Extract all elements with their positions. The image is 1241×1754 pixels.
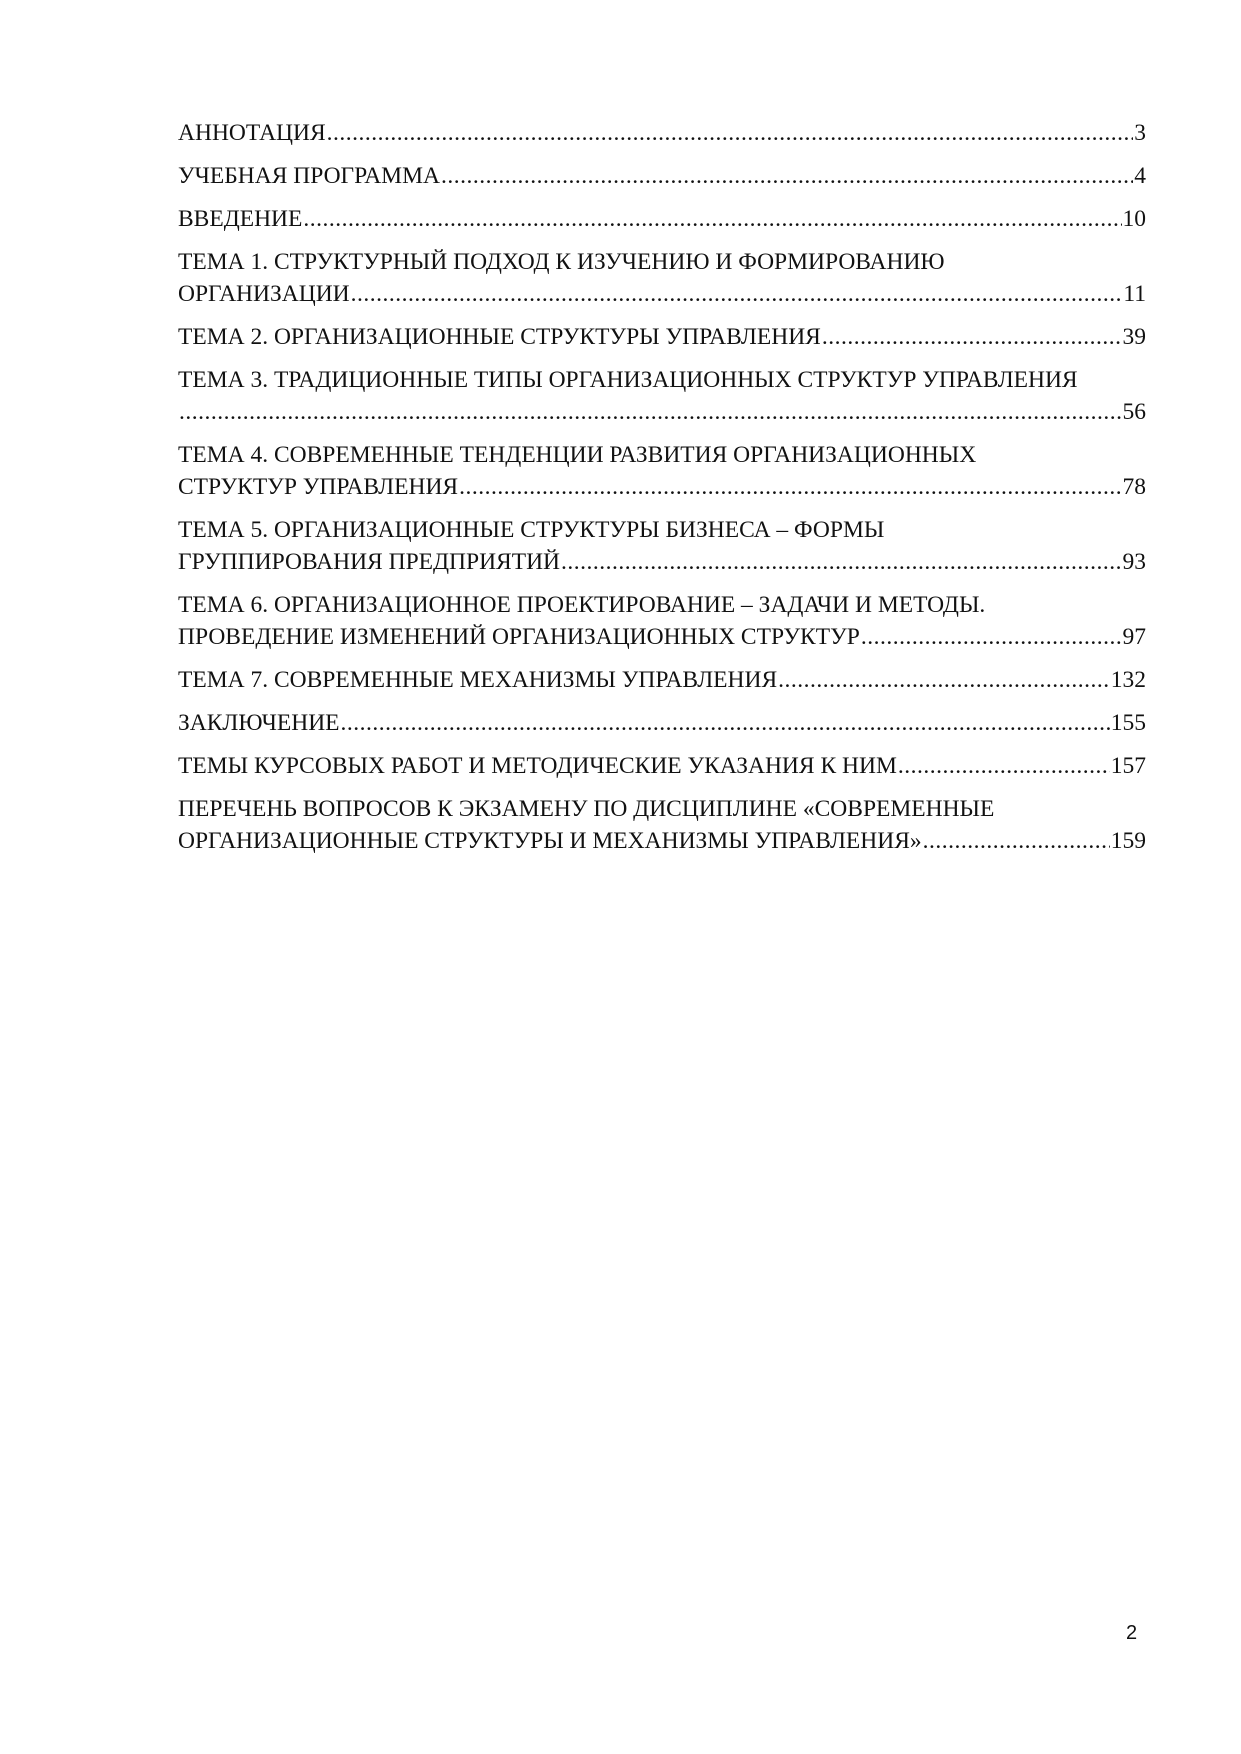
dot-leader xyxy=(341,707,1110,739)
dot-leader xyxy=(303,203,1121,235)
toc-entry-line xyxy=(178,321,1146,353)
toc-page-number: 155 xyxy=(1110,710,1146,736)
toc-entry-title: ТЕМА 6. ОРГАНИЗАЦИОННОЕ ПРОЕКТИРОВАНИЕ – ЗАДАЧИ И МЕТОДЫ. xyxy=(178,592,986,618)
dot-leader xyxy=(822,321,1122,353)
toc-page-number: 157 xyxy=(1110,753,1146,779)
toc-entry[interactable] xyxy=(178,203,1146,235)
toc-entry-title: ОРГАНИЗАЦИОННЫЕ СТРУКТУРЫ И МЕХАНИЗМЫ УПРАВЛЕНИЯ» xyxy=(178,828,922,854)
toc-entry[interactable] xyxy=(178,439,1146,503)
toc-entry-title: ВВЕДЕНИЕ xyxy=(178,206,303,232)
toc-entry[interactable] xyxy=(178,664,1146,696)
toc-entry-line xyxy=(178,160,1146,192)
toc-entry-line xyxy=(178,396,1146,428)
toc-entry[interactable] xyxy=(178,750,1146,782)
toc-entry-title: ТЕМА 5. ОРГАНИЗАЦИОННЫЕ СТРУКТУРЫ БИЗНЕСА – ФОРМЫ xyxy=(178,517,885,543)
toc-entry-title: ТЕМЫ КУРСОВЫХ РАБОТ И МЕТОДИЧЕСКИЕ УКАЗАНИЯ К НИМ xyxy=(178,753,897,779)
toc-entry-line xyxy=(178,707,1146,739)
toc-entry[interactable] xyxy=(178,707,1146,739)
dot-leader xyxy=(179,396,1122,428)
toc-entry-title: ПРОВЕДЕНИЕ ИЗМЕНЕНИЙ ОРГАНИЗАЦИОННЫХ СТРУКТУР xyxy=(178,624,860,650)
toc-entry-title: УЧЕБНАЯ ПРОГРАММА xyxy=(178,163,440,189)
toc-page-number: 3 xyxy=(1134,120,1146,146)
toc-page-number: 11 xyxy=(1123,281,1146,307)
toc-entry[interactable] xyxy=(178,117,1146,149)
toc-entry[interactable] xyxy=(178,321,1146,353)
toc-entry-line xyxy=(178,664,1146,696)
toc-entry-title: СТРУКТУР УПРАВЛЕНИЯ xyxy=(178,474,459,500)
toc-page-number: 97 xyxy=(1122,624,1146,650)
toc-entry-title: ТЕМА 7. СОВРЕМЕННЫЕ МЕХАНИЗМЫ УПРАВЛЕНИЯ xyxy=(178,667,778,693)
toc-entry-line xyxy=(178,278,1146,310)
toc-page-number: 39 xyxy=(1122,324,1146,350)
toc-entry-line xyxy=(178,203,1146,235)
toc-page-number: 159 xyxy=(1110,828,1146,854)
toc-page-number: 93 xyxy=(1122,549,1146,575)
toc-entry-title: ТЕМА 3. ТРАДИЦИОННЫЕ ТИПЫ ОРГАНИЗАЦИОННЫХ СТРУКТУР УПРАВЛЕНИЯ xyxy=(178,367,1078,393)
dot-leader xyxy=(923,825,1110,857)
toc-entry[interactable] xyxy=(178,246,1146,310)
dot-leader xyxy=(561,546,1121,578)
dot-leader xyxy=(351,278,1123,310)
toc-entry[interactable] xyxy=(178,514,1146,578)
dot-leader xyxy=(459,471,1121,503)
toc-entry-title: АННОТАЦИЯ xyxy=(178,120,326,146)
toc-entry-title: ТЕМА 1. СТРУКТУРНЫЙ ПОДХОД К ИЗУЧЕНИЮ И ФОРМИРОВАНИЮ xyxy=(178,249,945,275)
table-of-contents xyxy=(178,117,1146,868)
toc-page-number: 4 xyxy=(1134,163,1146,189)
toc-entry[interactable] xyxy=(178,589,1146,653)
toc-entry-title: ОРГАНИЗАЦИИ xyxy=(178,281,350,307)
toc-page-number: 10 xyxy=(1122,206,1146,232)
toc-page-number: 56 xyxy=(1122,399,1146,425)
toc-entry-line xyxy=(178,750,1146,782)
page-number: 2 xyxy=(1126,1622,1138,1644)
toc-entry-title: ТЕМА 4. СОВРЕМЕННЫЕ ТЕНДЕНЦИИ РАЗВИТИЯ ОРГАНИЗАЦИОННЫХ xyxy=(178,442,977,468)
dot-leader xyxy=(861,621,1122,653)
toc-entry-title: ЗАКЛЮЧЕНИЕ xyxy=(178,710,340,736)
dot-leader xyxy=(778,664,1110,696)
toc-entry-title: ГРУППИРОВАНИЯ ПРЕДПРИЯТИЙ xyxy=(178,549,561,575)
toc-entry[interactable] xyxy=(178,793,1146,857)
toc-entry-line xyxy=(178,546,1146,578)
toc-page-number: 78 xyxy=(1122,474,1146,500)
dot-leader xyxy=(327,117,1134,149)
toc-entry-title: ПЕРЕЧЕНЬ ВОПРОСОВ К ЭКЗАМЕНУ ПО ДИСЦИПЛИНЕ «СОВРЕМЕННЫЕ xyxy=(178,796,995,822)
dot-leader xyxy=(898,750,1110,782)
toc-entry-line xyxy=(178,825,1146,857)
toc-entry-line xyxy=(178,621,1146,653)
toc-entry-title: ТЕМА 2. ОРГАНИЗАЦИОННЫЕ СТРУКТУРЫ УПРАВЛЕНИЯ xyxy=(178,324,821,350)
toc-entry[interactable] xyxy=(178,364,1146,428)
toc-entry[interactable] xyxy=(178,160,1146,192)
toc-entry-line xyxy=(178,471,1146,503)
dot-leader xyxy=(441,160,1133,192)
toc-page-number: 132 xyxy=(1110,667,1146,693)
toc-entry-line xyxy=(178,117,1146,149)
